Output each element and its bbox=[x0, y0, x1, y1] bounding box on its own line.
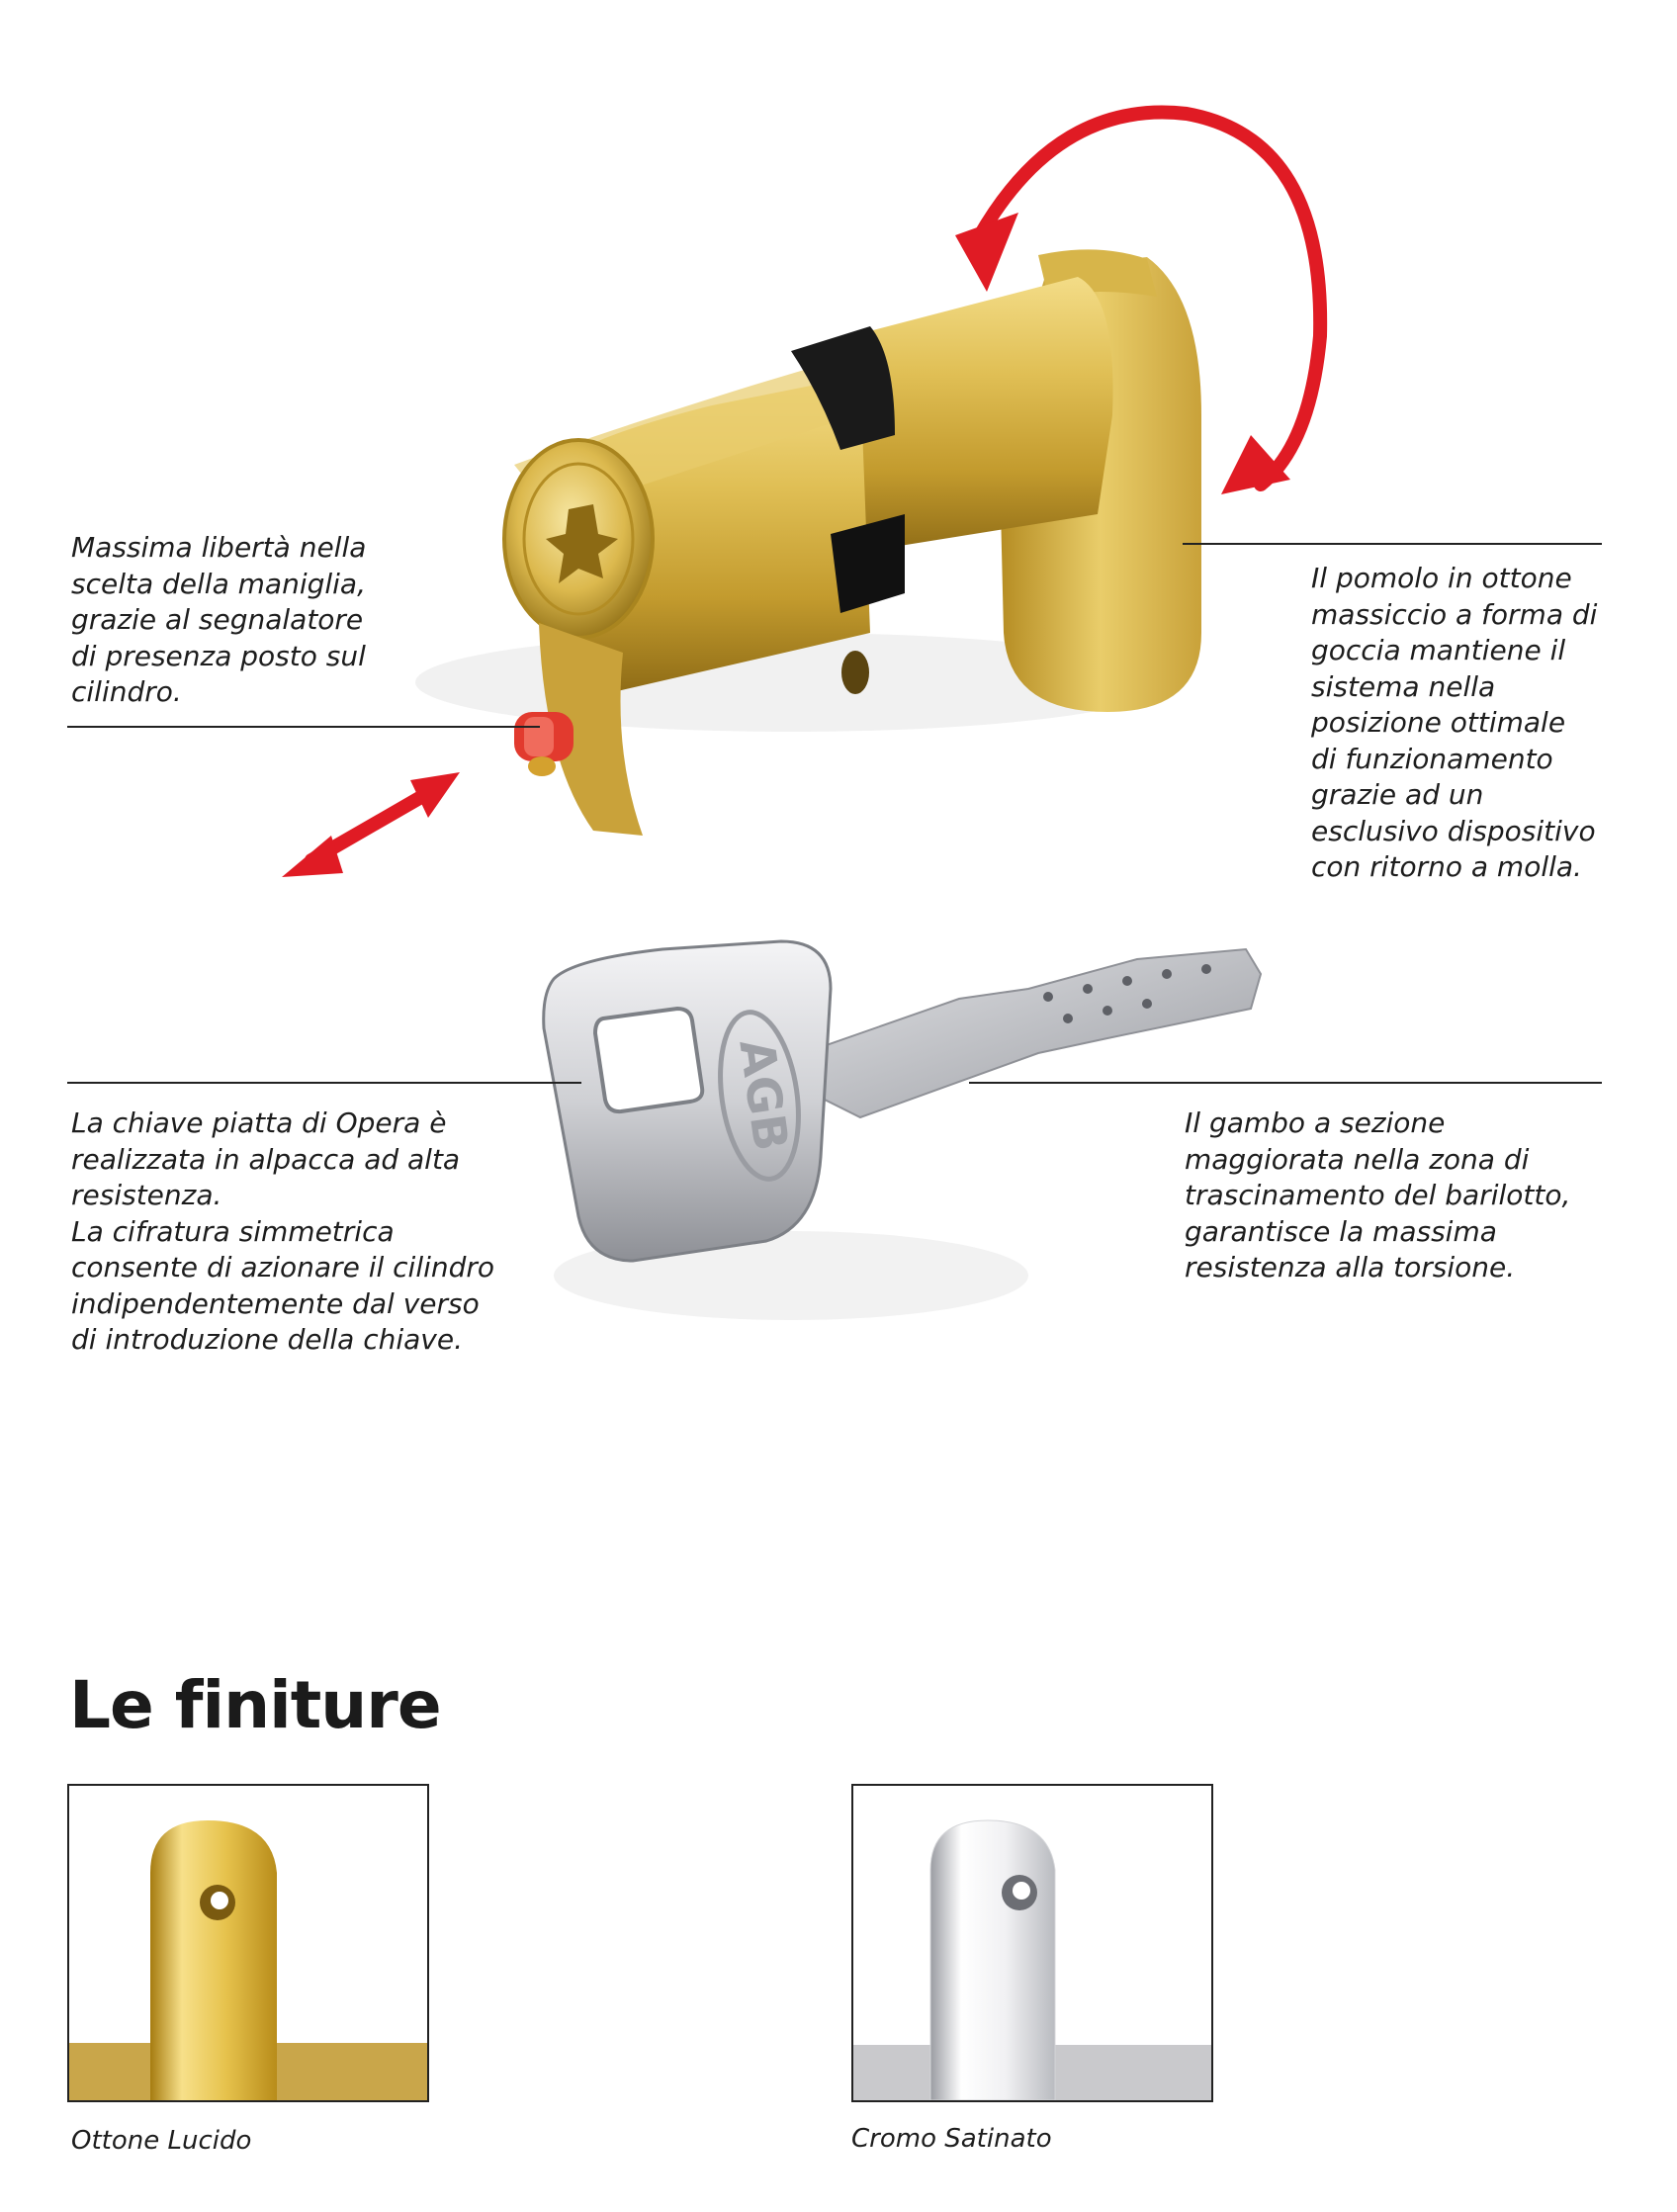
finish-swatch-cromo bbox=[851, 1784, 1213, 2102]
callout-key-text: La chiave piatta di Opera è realizzata in alpacca ad alta resistenza. La cifratura simmetrica consente di azionare il cilindro indipendentemente dal verso di introduzione della chiave. bbox=[71, 1106, 495, 1356]
key-logo: AGB bbox=[728, 1035, 799, 1155]
callout-indicator-text: Massima libertà nella scelta della maniglia, grazie al segnalatore di presenza posto sul cilindro. bbox=[71, 531, 367, 708]
finish-label-cromo: Cromo Satinato bbox=[851, 2124, 1052, 2154]
callout-line-shank bbox=[969, 1082, 1602, 1084]
callout-knob-text: Il pomolo in ottone massiccio a forma di goccia mantiene il sistema nella posizione ottimale di funzionamento grazie ad un esclusivo dispositivo con ritorno a molla. bbox=[1311, 562, 1598, 883]
finish-swatch-ottone bbox=[67, 1784, 429, 2102]
rotation-arrow-icon bbox=[949, 89, 1365, 514]
key-illustration bbox=[534, 920, 1266, 1335]
finish-image-cromo bbox=[853, 1786, 1211, 2100]
callout-line-knob bbox=[1183, 543, 1602, 545]
callout-line-indicator bbox=[67, 726, 540, 728]
push-arrow-icon bbox=[282, 766, 470, 885]
callout-line-key bbox=[67, 1082, 581, 1084]
finish-label-ottone: Ottone Lucido bbox=[71, 2126, 252, 2156]
finish-image-ottone bbox=[69, 1786, 427, 2100]
section-title: Le finiture bbox=[69, 1667, 441, 1743]
callout-shank-text: Il gambo a sezione maggiorata nella zona di trascinamento del barilotto, garantisce la massima resistenza alla torsione. bbox=[1185, 1106, 1571, 1283]
